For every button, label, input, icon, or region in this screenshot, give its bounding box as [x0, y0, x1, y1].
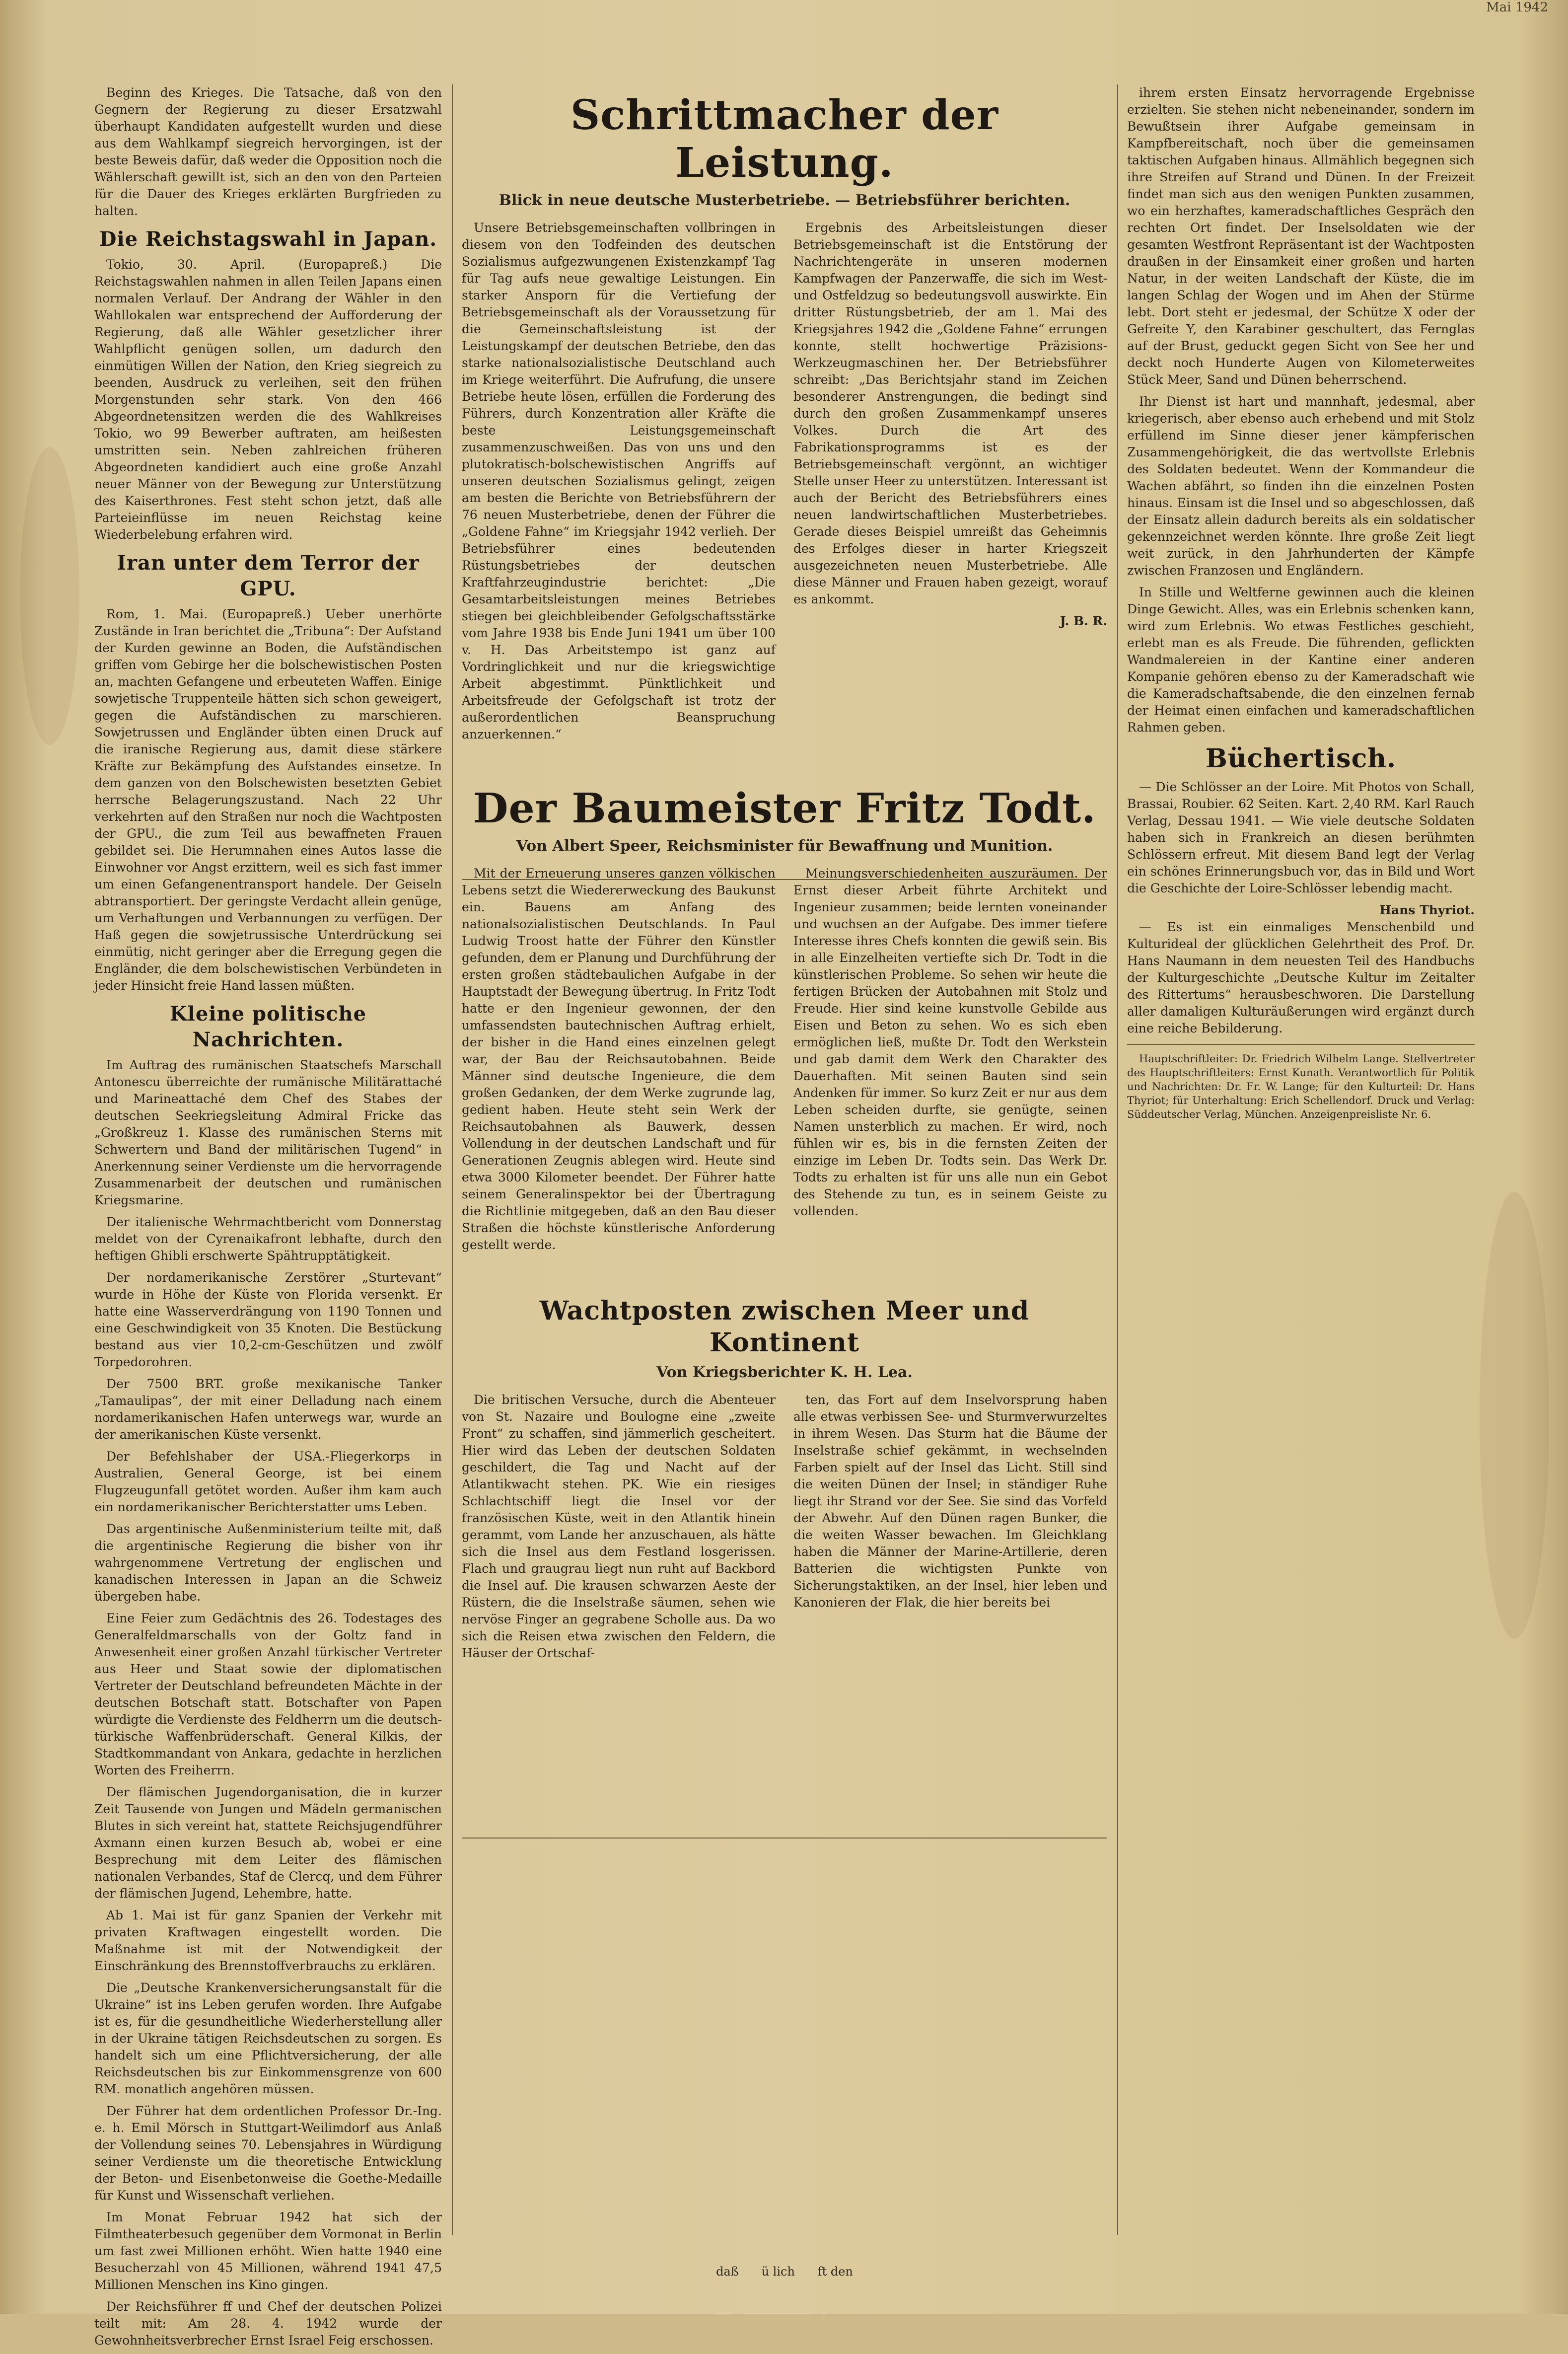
section-rule	[462, 1838, 1107, 1839]
article-text: Meinungsverschiedenheiten auszuräumen. Der Ernst dieser Arbeit führte Architekt und Ingenieur zusammen; beide lernten voneinander und wuchsen an der Aufgabe. Des immer tiefere Interesse ihres Chefs konnten die gewiß sein. Bis in alle Einzelheiten vertiefte sich Dr. Todt in die künstlerischen Probleme. So sehen wir heute die fertigen Brücken der Autobahnen mit Stolz und Freude. Hier sind keine kunstvolle Gebilde aus Eisen und Beton zu sehen. Wo es sich eben ermöglichen ließ, mußte Dr. Todt den Werkstein und gab damit dem Werk den Charakter des Dauerhaften. Mit seinen Bauten sind sein Andenken für immer. So kurz Zeit er nur aus dem Leben scheiden durfte, sie genügte, seinen Namen unsterblich zu machen. Er wird, noch fühlen wir es, bis in die fernsten Zeiten der einzige im Leben Dr. Todts sein. Das Werk Dr. Todts zu erhalten ist für uns alle nun ein Gebot des Stehende zu tun, es in seinem Geiste zu vollenden.	[793, 866, 1107, 1218]
baumeister-subhead: Von Albert Speer, Reichsminister für Bewaffnung und Munition.	[516, 837, 1053, 855]
wachtposten-headline: Wachtposten zwischen Meer und Kontinent	[539, 1296, 1030, 1358]
article-text: Die britischen Versuche, durch die Abenteuer von St. Nazaire und Boulogne eine „zweite Front“ zu schaffen, sind jämmerlich gescheitert. Hier wird das Leben der deutschen Soldaten geschildert, die Tag und Nacht auf der Atlantikwacht stehen. PK. Wie ein riesiges Schlachtschiff liegt die Insel vor der französischen Küste, weit in den Atlantik hinein gerammt, vom Lande her anzuschauen, als hätte sich die Insel aus dem Festland losgerissen. Flach und graugrau liegt nun ruht auf Backbord die Insel auf. Die krausen schwarzen Aeste der Rüstern, die die Inselstraße säumen, sehen wie nervöse Finger an gegrabene Scholle aus. Da wo sich die Reisen etwa zwischen den Feldern, die Häuser der Ortschaf-	[462, 1393, 776, 1660]
news-item: Der nordamerikanische Zerstörer „Sturtevant“ wurde in Höhe der Küste von Florida versenkt. Er hatte eine Wasserverdrängung von 1190 Tonnen und eine Geschwindigkeit von 35 Knoten. Die Bestückung bestand aus vier 10,2-cm-Geschützen und zwölf Torpedorohren.	[94, 1270, 442, 1369]
japan-headline: Die Reichstagswahl in Japan.	[99, 227, 437, 251]
baumeister-body	[462, 865, 1107, 1258]
article-text: ten, das Fort auf dem Inselvorsprung haben alle etwas verbissen See- und Sturmverwurzeltes in ihrem Wesen. Das Sturm hat die Bäume der Inselstraße schief gekämmt, in wechselnden Farben spielt auf der Insel das Licht. Still sind die weiten Dünen der Insel; in ständiger Ruhe liegt ihr Strand vor der See. Sie sind das Vorfeld der Abwehr. Auf den Dünen ragen Bunker, die die weiten Wasser bewachen. Im Gleichklang haben die Männer der Marine-Artillerie, deren Batterien die wichtigsten Punkte von Sicherungstaktiken, an der Insel, hier leben und Kanonieren der Flak, die hier bereits bei	[793, 1393, 1107, 1610]
right-column	[1127, 84, 1475, 1126]
article-text: Mit der Erneuerung unseres ganzen völkischen Lebens setzt die Wiedererweckung des Baukunst ein. Bauens am Anfang des nationalsozialistischen Deutschlands. In Paul Ludwig Troost hatte der Führer den Künstler gefunden, dem er Planung und Durchführung der ersten großen städtebaulichen Aufgabe in der Hauptstadt der Bewegung übertrug. In Fritz Todt hatte er den Ingenieur gewonnen, der den umfassendsten bautechnischen Auftrag erhielt, der bisher in die Hand eines einzelnen gelegt war, der Bau der Reichsautobahnen. Beide Männer sind deutsche Ingenieure, die dem großen Gedanken, der dem Werke zugrunde lag, gedient haben. Heute steht sein Werk der Reichsautobahnen als Bauwerk, dessen Vollendung in der deutschen Landschaft und für Generationen Zeugnis ablegen wird. Heute sind etwa 3000 Kilometer beendet. Der Führer hatte seinem Generalinspektor bei der Übertragung die Richtlinie mitgegeben, daß an den Bau dieser Straßen die höchste künstlerische Anforderung gestellt werde.	[462, 866, 776, 1252]
imprint: Hauptschriftleiter: Dr. Friedrich Wilhelm Lange. Stellvertreter des Hauptschriftleiters: Ernst Kunath. Verantwortlich für Politik und Nachrichten: Dr. Fr. W. Lange; für den Kulturteil: Dr. Hans Thyriot; für Unterhaltung: Erich Schellendorf. Druck und Verlag: Süddeutscher Verlag, München. Anzeigenpreisliste Nr. 6.	[1127, 1053, 1475, 1120]
buechertisch-headline: Büchertisch.	[1205, 743, 1397, 774]
iran-article: Rom, 1. Mai. (Europapreß.) Ueber unerhörte Zustände in Iran berichtet die „Tribuna“: Der Aufstand der Kurden gewinne an Boden, die Aufständischen griffen vom Gebirge her die bolschewistischen Posten an, machten Gefangene und erbeuteten Waffen. Einige sowjetische Truppenteile hätten sich schon geweigert, gegen die Aufständischen zu marschieren. Sowjetrussen und Engländer übten einen Druck auf die iranische Regierung aus, damit diese stärkere Kräfte zur Bekämpfung des Aufstandes einsetze. In dem ganzen von den Bolschewisten besetzten Gebiet herrsche Belagerungszustand. Nach 22 Uhr verkehrten auf den Straßen nur noch die Wachtposten der GPU., die zum Teil aus bewaffneten Frauen gebildet sei. Die Herumnahen eines Autos lasse die Einwohner vor Angst erzittern, weil es sich fast immer um einen Gefangenentransport handele. Der Geiseln abtransportiert. Der geringste Verdacht allein genüge, um Verhaftungen und Verbannungen zu verfügen. Der Haß gegen die sowjetrussische Unterdrückung sei einmütig, nicht geringer aber die Erregung gegen die Engländer, die dem bolschewistischen Verbündeten in jeder Hinsicht freie Hand lassen müßten.	[94, 607, 442, 993]
news-item: Im Auftrag des rumänischen Staatschefs Marschall Antonescu überreichte der rumänische Militärattaché und Marineattaché dem Chef des Stabes der deutschen Seekriegsleitung Admiral Fricke das „Großkreuz 1. Klasse des rumänischen Sterns mit Schwertern und Band der militärischen Tugend“ in Anerkennung seiner Verdienste um die hervorragende Zusammenarbeit der deutschen und rumänischen Kriegsmarine.	[94, 1058, 442, 1207]
news-item: Ab 1. Mai ist für ganz Spanien der Verkehr mit privaten Kraftwagen eingestellt worden. Die Maßnahme ist mit der Notwendigkeit der Einschränkung des Brennstoffverbrauchs zu erklären.	[94, 1908, 442, 1973]
paper-stain	[1480, 1192, 1549, 1639]
baumeister-headline: Der Baumeister Fritz Todt.	[473, 785, 1096, 832]
news-item: Das argentinische Außenministerium teilte mit, daß die argentinische Regierung die bisher von ihr wahrgenommene Vertretung der englischen und kanadischen Interessen in Japan an die Schweiz übergeben habe.	[94, 1522, 442, 1604]
schrittmacher-body	[462, 220, 1107, 748]
kleine-nachrichten-headline: Kleine politische Nachrichten.	[169, 1002, 367, 1051]
news-item: Die „Deutsche Krankenversicherungsanstalt für die Ukraine“ ist ins Leben gerufen worden. Ihre Aufgabe ist es, für die gesundheitliche Wiederherstellung aller in der Ukraine tätigen Reichsdeutschen zu sorgen. Es handelt sich um eine Pflichtversicherung, der alle Reichsdeutschen bis zur Einkommensgrenze von 600 RM. monatlich angehören müssen.	[94, 1981, 442, 2096]
column-rule	[452, 84, 453, 2235]
news-item: Der flämischen Jugendorganisation, die in kurzer Zeit Tausende von Jungen und Mädeln germanischen Blutes in sich vereint hat, stattete Reichsjugendführer Axmann einen kurzen Besuch ab, wobei er eine Besprechung mit dem Leiter des flämischen nationalen Verbandes, Staf de Clercq, und dem Führer der flämischen Jugend, Lehembre, hatte.	[94, 1785, 442, 1901]
left-column	[94, 84, 442, 2354]
schrittmacher-subhead: Blick in neue deutsche Musterbetriebe. — Betriebsführer berichten.	[499, 192, 1070, 209]
footer-fragment: daß	[716, 2265, 739, 2279]
imprint-rule	[1127, 1044, 1475, 1045]
author-signature: J. B. R.	[1060, 614, 1107, 628]
wachtposten-body	[462, 1392, 1107, 1667]
intro-paragraph: Beginn des Krieges. Die Tatsache, daß von den Gegnern der Regierung zu dieser Ersatzwahl überhaupt Kandidaten aufgestellt wurden und diese aus dem Wahlkampf siegreich hervorgingen, ist der beste Beweis dafür, daß weder die Opposition noch die Wählerschaft gewillt ist, sich an den von den Parteien für die Dauer des Krieges erklärten Burgfrieden zu halten.	[94, 85, 442, 218]
japan-article: Tokio, 30. April. (Europapreß.) Die Reichstagswahlen nahmen in allen Teilen Japans einen normalen Verlauf. Der Andrang der Wähler in den Wahllokalen war entsprechend der Aufforderung der Regierung, daß alle Wähler gesetzlicher ihrer Wahlpflicht genügen sollen, um dadurch den einmütigen Willen der Nation, den Krieg siegreich zu beenden, Ausdruck zu verleihen, seit den frühen Morgenstunden sehr stark. Von den 466 Abgeordnetensitzen werden die des Wahlkreises Tokio, wo 99 Bewerber auftraten, am heißesten umstritten sein. Neben zahlreichen früheren Abgeordneten kandidiert auch eine große Anzahl neuer Männer von der Bewegung zur Unterstützung des Kaiserthrones. Fest steht schon jetzt, daß alle Parteieinflüsse im neuen Reichstag keine Wiederbelebung erfahren wird.	[94, 257, 442, 542]
book-review: — Die Schlösser an der Loire. Mit Photos von Schall, Brassai, Roubier. 62 Seiten. Kart. 2,40 RM. Karl Rauch Verlag, Dessau 1941. — Wie viele deutsche Soldaten haben sich in Frankreich an diesen berühmten Schlössern erfreut. Mit diesem Band legt der Verlag ein schönes Erinnerungsbuch vor, das in Bild und Wort die Geschichte der Loire-Schlösser lebendig macht.	[1127, 780, 1475, 895]
center-column	[462, 84, 1107, 1667]
news-item: Im Monat Februar 1942 hat sich der Filmtheaterbesuch gegenüber dem Vormonat in Berlin um fast zwei Millionen erhöht. Wien hatte 1940 eine Besucherzahl von 45 Millionen, während 1941 47,5 Millionen Menschen ins Kino gingen.	[94, 2210, 442, 2292]
schrittmacher-headline: Schrittmacher der Leistung.	[570, 91, 998, 187]
wachtposten-subhead: Von Kriegsberichter K. H. Lea.	[656, 1364, 913, 1381]
article-text: In Stille und Weltferne gewinnen auch die kleinen Dinge Gewicht. Alles, was ein Erlebnis schenken kann, wird zum Erlebnis. Wo etwas Festliches geschieht, erlebt man es als Freude. Die führenden, geflickten Wandmalereien in der Kantine einer anderen Kompanie gehören ebenso zu der Kameradschaft wie die Kameradschaftsabende, die den einzelnen fernab der Heimat einen einfachen und kameradschaftlichen Rahmen geben.	[1127, 585, 1475, 735]
article-text: Ihr Dienst ist hart und mannhaft, jedesmal, aber kriegerisch, aber ebenso auch erhebend und mit Stolz erfüllend im Sinne dieser jener kämpferischen Zusammengehörigkeit, die das wertvollste Erlebnis des Soldaten bedeutet. Wenn der Kommandeur die Wachen abfährt, so finden ihn die einzelnen Posten hinaus. Einsam ist die Insel und so abgeschlossen, daß der Einsatz allein dadurch bereits als ein soldatischer gekennzeichnet werden könnte. Ihre große Zeit liegt weit zurück, in den Jahrhunderten der Kämpfe zwischen Franzosen und Engländern.	[1127, 394, 1475, 578]
footer-fragment: ft den	[817, 2265, 853, 2279]
news-item: Der 7500 BRT. große mexikanische Tanker „Tamaulipas“, der mit einer Delladung nach einem nordamerikanischen Hafen unterwegs war, wurde an der amerikanischen Küste versenkt.	[94, 1377, 442, 1442]
footer-fragment: ü lich	[761, 2265, 795, 2279]
article-text: ihrem ersten Einsatz hervorragende Ergebnisse erzielten. Sie stehen nicht nebeneinander, sondern im Bewußtsein ihrer Aufgabe gemeinsam in Kampfbereitschaft, noch über die gemeinsamen taktischen Aufgaben hinaus. Allmählich begegnen sich ihre Streifen auf Strand und Dünen. In der Freizeit findet man sich aus den wenigen Punkten zusammen, wo ein herzhaftes, kameradschaftliches Gespräch den rechten Ort findet. Der Inselsoldaten wie der gesamten Westfront Repräsentant ist der Wachtposten draußen in der Einsamkeit einer großen und harten Natur, in der weiten Landschaft der Küste, die im langen Schlag der Wogen und im Ahen der Stürme lebt. Dort steht er jedesmal, der Schütze X oder der Gefreite Y, den Karabiner geschultert, das Fernglas auf der Brust, geduckt gegen Sicht von See her und deckt noch Hunderte Augen von Kilometerweites Stück Meer, Sand und Dünen beherrschend.	[1127, 85, 1475, 387]
article-text: Ergebnis des Arbeitsleistungen dieser Betriebsgemeinschaft ist die Entstörung der Nachrichtengeräte in unseren modernen Kampfwagen der Panzerwaffe, die sich im West- und Ostfeldzug so bedeutungsvoll auswirkte. Ein dritter Rüstungsbetrieb, der am 1. Mai des Kriegsjahres 1942 die „Goldene Fahne“ errungen konnte, stellt hochwertige Präzisions-Werkzeugmaschinen her. Der Betriebsführer schreibt: „Das Berichtsjahr stand im Zeichen besonderer Anstrengungen, die bedingt sind durch den großen Zusammenkampf unseres Volkes. Durch die Art des Fabrikationsprogramms ist es der Betriebsgemeinschaft vergönnt, an wichtiger Stelle unser Heer zu unterstützen. Interessant ist auch der Bericht des Betriebsführers eines neuen landwirtschaftlichen Musterbetriebes. Gerade dieses Beispiel umreißt das Geheimnis des Erfolges dieser in harter Kriegszeit ausgezeichneten neuen Musterbetriebe. Alle diese Männer und Frauen haben gezeigt, worauf es ankommt.	[793, 221, 1107, 606]
footer-fragments	[462, 2265, 1107, 2279]
paper-stain	[20, 447, 79, 745]
column-rule	[1117, 84, 1118, 2235]
iran-headline: Iran unter dem Terror der GPU.	[117, 551, 420, 600]
news-item: Eine Feier zum Gedächtnis des 26. Todestages des Generalfeldmarschalls von der Goltz fand in Anwesenheit einer großen Anzahl türkischer Vertreter aus Heer und Staat sowie der diplomatischen Vertreter der Deutschland befreundeten Mächte in der deutschen Botschaft statt. Botschafter von Papen würdigte die Verdienste des Feldherrn um die deutsch-türkische Waffenbrüderschaft. General Kilkis, der Stadtkommandant von Ankara, gedachte in herzlichen Worten des Freiherrn.	[94, 1611, 442, 1777]
news-item: Der Reichsführer ff und Chef der deutschen Polizei teilt mit: Am 28. 4. 1942 wurde der Gewohnheitsverbrecher Ernst Israel Feig erschossen.	[94, 2299, 442, 2348]
date-header: Mai 1942	[1486, 0, 1548, 15]
news-item: Der italienische Wehrmachtbericht vom Donnerstag meldet von der Cyrenaikafront lebhafte, durch den heftigen Ghibli erschwerte Spähtrupptätigkeit.	[94, 1215, 442, 1263]
reviewer-signature: Hans Thyriot.	[1379, 903, 1475, 917]
article-text: Unsere Betriebsgemeinschaften vollbringen in diesem von den Todfeinden des deutschen Sozialismus aufgezwungenen Existenzkampf Tag für Tag aufs neue gewaltige Leistungen. Ein starker Ansporn für die Vertiefung der Betriebsgemeinschaft als der Voraussetzung für die Gemeinschaftsleistung ist der Leistungskampf der deutschen Betriebe, den das starke nationalsozialistische Deutschland auch im Kriege weiterführt. Die Aufrufung, die unsere Betriebe heute lösen, erfüllen die Forderung des Führers, durch Konzentration aller Kräfte die beste Leistungsgemeinschaft zusammenzuschweißen. Das von uns und den plutokratisch-bolschewistischen Angriffs auf unseren deutschen Sozialismus gelingt, zeigen am besten die Berichte von Betriebsführern der 76 neuen Musterbetriebe, denen der Führer die „Goldene Fahne“ im Kriegsjahr 1942 verlieh. Der Betriebsführer eines bedeutenden Rüstungsbetriebes der deutschen Kraftfahrzeugindustrie berichtet: „Die Gesamtarbeitsleistungen meines Betriebes stiegen bei gleichbleibender Gefolgschaftsstärke vom Jahre 1938 bis Ende Juni 1941 um über 100 v. H. Das Arbeitstempo ist ganz auf Vordringlichkeit und nur die kriegswichtige Arbeit abgestimmt. Pünktlichkeit und Arbeitsfreude der Gefolgschaft ist trotz der außerordentlichen Beanspruchung anzuerkennen.“	[462, 221, 776, 741]
book-review: — Es ist ein einmaliges Menschenbild und Kulturideal der glücklichen Gelehrtheit des Prof. Dr. Hans Naumann in dem neuesten Teil des Handbuchs der Kulturgeschichte „Deutsche Kultur im Zeitalter des Rittertums“ herausbeschworen. Die Darstellung aller damaligen Kulturäußerungen wird ergänzt durch eine reiche Bebilderung.	[1127, 920, 1475, 1035]
news-item: Der Führer hat dem ordentlichen Professor Dr.-Ing. e. h. Emil Mörsch in Stuttgart-Weilimdorf aus Anlaß der Vollendung seines 70. Lebensjahres in Würdigung seiner Verdienste um die theoretische Entwicklung der Beton- und Eisenbetonweise die Goethe-Medaille für Kunst und Wissenschaft verliehen.	[94, 2104, 442, 2203]
news-item: Der Befehlshaber der USA.-Fliegerkorps in Australien, General George, ist bei einem Flugzeugunfall getötet worden. Außer ihm kam auch ein nordamerikanischer Berichterstatter ums Leben.	[94, 1449, 442, 1514]
